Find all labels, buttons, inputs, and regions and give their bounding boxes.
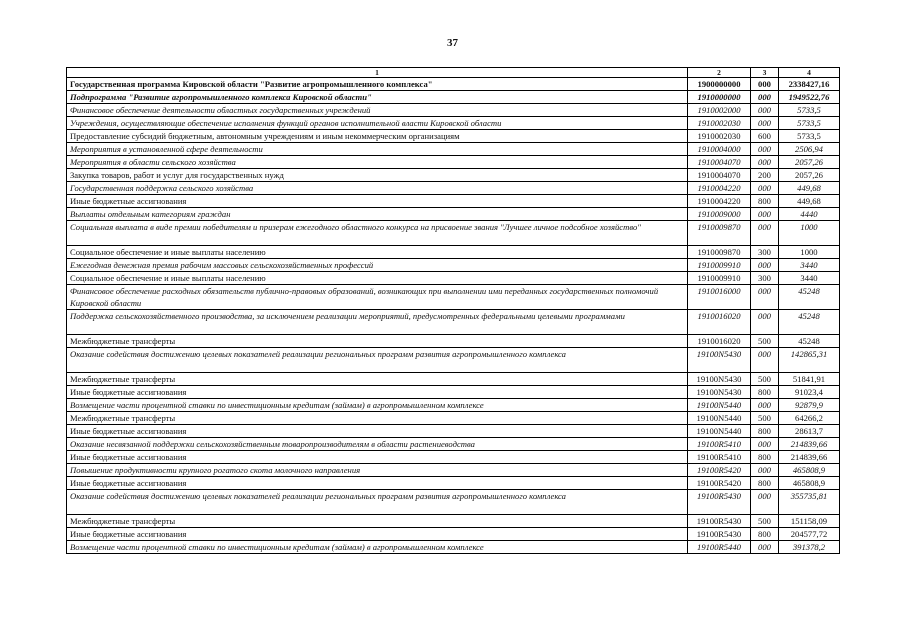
row-code-cell: 19100N5440 [688,412,751,425]
row-vr-cell: 500 [751,412,779,425]
row-name-cell: Оказание содействия достижению целевых показателей реализации региональных программ развития агропромышленного комплекса [67,348,688,373]
row-sum-cell: 3440 [779,259,840,272]
row-vr-cell: 200 [751,169,779,182]
row-name-cell: Иные бюджетные ассигнования [67,528,688,541]
row-name-cell: Социальное обеспечение и иные выплаты населению [67,246,688,259]
row-vr-cell: 000 [751,259,779,272]
row-code-cell: 1910002000 [688,104,751,117]
row-name-cell: Финансовое обеспечение расходных обязательств публично-правовых образований, возникающих при выполнении ими переданных государственных полномочий Кировской области [67,285,688,310]
table-row [67,272,840,285]
row-sum-cell: 142865,31 [779,348,840,373]
row-sum-cell: 1000 [779,246,840,259]
row-sum-cell: 45248 [779,310,840,335]
row-vr-cell: 000 [751,208,779,221]
header-col-vr: 3 [751,68,779,78]
table-row [67,169,840,182]
row-code-cell: 1910009910 [688,259,751,272]
row-vr-cell: 000 [751,464,779,477]
table-row [67,528,840,541]
row-sum-cell: 2506,94 [779,143,840,156]
row-name-cell: Межбюджетные трансферты [67,515,688,528]
row-sum-cell: 51841,91 [779,373,840,386]
table-row [67,285,840,310]
table-row [67,490,840,515]
row-sum-cell: 465808,9 [779,464,840,477]
row-code-cell: 19100N5430 [688,373,751,386]
row-sum-cell: 28613,7 [779,425,840,438]
table-row [67,477,840,490]
row-code-cell: 1910009870 [688,246,751,259]
row-code-cell: 19100R5410 [688,438,751,451]
row-name-cell: Выплаты отдельным категориям граждан [67,208,688,221]
budget-table [66,67,840,554]
row-vr-cell: 000 [751,490,779,515]
row-code-cell: 19100R5430 [688,528,751,541]
table-row [67,399,840,412]
table-row [67,246,840,259]
row-name-cell: Предоставление субсидий бюджетным, автономным учреждениям и иным некоммерческим организациям [67,130,688,143]
row-name-cell: Государственная поддержка сельского хозяйства [67,182,688,195]
row-code-cell: 1910004070 [688,169,751,182]
row-code-cell: 1910000000 [688,91,751,104]
row-sum-cell: 2057,26 [779,156,840,169]
table-row [67,348,840,373]
row-name-cell: Межбюджетные трансферты [67,412,688,425]
row-code-cell: 1910016000 [688,285,751,310]
row-code-cell: 1900000000 [688,78,751,91]
row-name-cell: Ежегодная денежная премия рабочим массовых сельскохозяйственных профессий [67,259,688,272]
table-row [67,412,840,425]
row-code-cell: 1910016020 [688,310,751,335]
row-sum-cell: 449,68 [779,182,840,195]
row-name-cell: Возмещение части процентной ставки по инвестиционным кредитам (займам) в агропромышленном комплексе [67,541,688,554]
table-row [67,78,840,91]
row-code-cell: 19100N5430 [688,348,751,373]
row-code-cell: 1910004220 [688,195,751,208]
row-vr-cell: 800 [751,528,779,541]
row-sum-cell: 465808,9 [779,477,840,490]
row-code-cell: 19100R5410 [688,451,751,464]
row-name-cell: Иные бюджетные ассигнования [67,386,688,399]
row-name-cell: Мероприятия в установленной сфере деятельности [67,143,688,156]
row-vr-cell: 000 [751,310,779,335]
table-row [67,156,840,169]
row-name-cell: Иные бюджетные ассигнования [67,451,688,464]
row-vr-cell: 600 [751,130,779,143]
row-vr-cell: 000 [751,91,779,104]
row-vr-cell: 500 [751,373,779,386]
table-row [67,541,840,554]
table-row [67,104,840,117]
row-sum-cell: 214839,66 [779,451,840,464]
row-vr-cell: 000 [751,104,779,117]
row-name-cell: Финансовое обеспечение деятельности областных государственных учреждений [67,104,688,117]
table-row [67,451,840,464]
header-col-name: 1 [67,68,688,78]
row-vr-cell: 500 [751,335,779,348]
row-vr-cell: 000 [751,117,779,130]
row-code-cell: 1910009000 [688,208,751,221]
row-code-cell: 1910004220 [688,182,751,195]
row-sum-cell: 214839,66 [779,438,840,451]
row-code-cell: 19100N5430 [688,386,751,399]
row-name-cell: Иные бюджетные ассигнования [67,477,688,490]
table-row [67,195,840,208]
row-vr-cell: 000 [751,285,779,310]
row-name-cell: Возмещение части процентной ставки по инвестиционным кредитам (займам) в агропромышленном комплексе [67,399,688,412]
table-row [67,117,840,130]
table-row [67,464,840,477]
table-row [67,130,840,143]
row-vr-cell: 000 [751,541,779,554]
row-sum-cell: 204577,72 [779,528,840,541]
row-vr-cell: 000 [751,221,779,246]
row-sum-cell: 64266,2 [779,412,840,425]
table-row [67,221,840,246]
row-code-cell: 1910002030 [688,117,751,130]
row-vr-cell: 800 [751,451,779,464]
row-code-cell: 1910016020 [688,335,751,348]
row-code-cell: 19100R5430 [688,490,751,515]
row-code-cell: 1910009870 [688,221,751,246]
row-code-cell: 1910004000 [688,143,751,156]
row-name-cell: Поддержка сельскохозяйственного производства, за исключением реализации мероприятий, предусмотренных федеральными целевыми программами [67,310,688,335]
table-row [67,515,840,528]
row-name-cell: Иные бюджетные ассигнования [67,195,688,208]
row-name-cell: Мероприятия в области сельского хозяйства [67,156,688,169]
row-code-cell: 19100N5440 [688,425,751,438]
row-sum-cell: 391378,2 [779,541,840,554]
row-name-cell: Оказание содействия достижению целевых показателей реализации региональных программ развития агропромышленного комплекса [67,490,688,515]
table-row [67,386,840,399]
row-name-cell: Межбюджетные трансферты [67,373,688,386]
row-sum-cell: 92879,9 [779,399,840,412]
row-sum-cell: 3440 [779,272,840,285]
table-row [67,310,840,335]
table-row [67,259,840,272]
row-code-cell: 1910002030 [688,130,751,143]
row-sum-cell: 91023,4 [779,386,840,399]
row-vr-cell: 300 [751,246,779,259]
row-vr-cell: 500 [751,515,779,528]
table-header-row [67,68,840,78]
row-code-cell: 19100R5440 [688,541,751,554]
row-sum-cell: 151158,09 [779,515,840,528]
row-code-cell: 1910004070 [688,156,751,169]
row-sum-cell: 1949522,76 [779,91,840,104]
row-vr-cell: 000 [751,399,779,412]
row-sum-cell: 5733,5 [779,130,840,143]
row-vr-cell: 000 [751,78,779,91]
row-name-cell: Иные бюджетные ассигнования [67,425,688,438]
row-vr-cell: 800 [751,425,779,438]
header-col-sum: 4 [779,68,840,78]
row-sum-cell: 5733,5 [779,117,840,130]
row-sum-cell: 4440 [779,208,840,221]
row-sum-cell: 355735,81 [779,490,840,515]
row-vr-cell: 000 [751,156,779,169]
row-sum-cell: 45248 [779,335,840,348]
row-name-cell: Межбюджетные трансферты [67,335,688,348]
row-vr-cell: 000 [751,438,779,451]
header-col-code: 2 [688,68,751,78]
table-row [67,143,840,156]
table-row [67,182,840,195]
row-sum-cell: 5733,5 [779,104,840,117]
row-vr-cell: 800 [751,386,779,399]
row-name-cell: Государственная программа Кировской области "Развитие агропромышленного комплекса" [67,78,688,91]
row-name-cell: Социальная выплата в виде премии победителям и призерам ежегодного областного конкурса на присвоение звания "Лучшее личное подсобное хозяйство" [67,221,688,246]
row-vr-cell: 000 [751,182,779,195]
row-vr-cell: 300 [751,272,779,285]
row-sum-cell: 449,68 [779,195,840,208]
row-name-cell: Повышение продуктивности крупного рогатого скота молочного направления [67,464,688,477]
row-vr-cell: 800 [751,195,779,208]
row-name-cell: Учреждения, осуществляющие обеспечение исполнения функций органов исполнительной власти Кировской области [67,117,688,130]
table-row [67,208,840,221]
row-name-cell: Оказание несвязанной поддержки сельскохозяйственным товаропроизводителям в области растениеводства [67,438,688,451]
row-sum-cell: 2338427,16 [779,78,840,91]
row-code-cell: 19100R5430 [688,515,751,528]
row-vr-cell: 000 [751,348,779,373]
table-row [67,373,840,386]
table-row [67,438,840,451]
row-vr-cell: 000 [751,143,779,156]
row-code-cell: 19100R5420 [688,464,751,477]
row-name-cell: Закупка товаров, работ и услуг для государственных нужд [67,169,688,182]
table-row [67,335,840,348]
row-sum-cell: 45248 [779,285,840,310]
row-sum-cell: 2057,26 [779,169,840,182]
page-number: 37 [447,37,458,49]
table-row [67,91,840,104]
row-code-cell: 19100R5420 [688,477,751,490]
table-row [67,425,840,438]
row-code-cell: 19100N5440 [688,399,751,412]
row-sum-cell: 1000 [779,221,840,246]
row-vr-cell: 800 [751,477,779,490]
row-name-cell: Социальное обеспечение и иные выплаты населению [67,272,688,285]
row-name-cell: Подпрограмма "Развитие агропромышленного комплекса Кировской области" [67,91,688,104]
row-code-cell: 1910009910 [688,272,751,285]
